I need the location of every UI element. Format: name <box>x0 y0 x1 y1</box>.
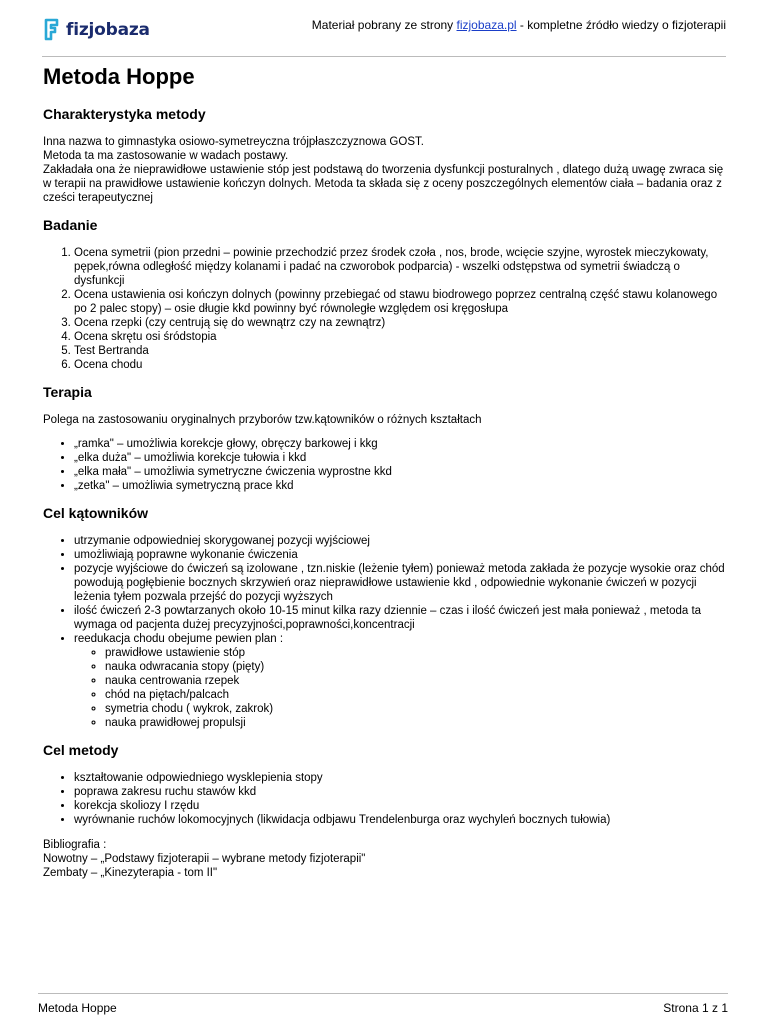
list-item: • korekcja skoliozy I rzędu <box>74 799 728 813</box>
sublist-item: ◦ prawidłowe ustawienie stóp <box>105 646 728 660</box>
terapia-list <box>43 437 728 493</box>
list-item: • umożliwiają poprawne wykonanie ćwiczenia <box>74 548 728 562</box>
page-header <box>42 12 726 57</box>
text-line: Metoda ta ma zastosowanie w wadach postawy. <box>43 150 289 162</box>
list-item: • „ramka" – umożliwia korekcje głowy, obręczy barkowej i kkg <box>74 437 728 451</box>
list-item: • ilość ćwiczeń 2-3 powtarzanych około 10-15 minut kilka razy dziennie – czas i ilość ćwiczeń jest mała ponieważ , metoda ta wymaga od pacjenta dużej precyzyjności,poprawności,koncentracji <box>74 604 728 632</box>
page-number: Strona 1 z 1 <box>663 1001 728 1015</box>
footer-title: Metoda Hoppe <box>38 1001 117 1015</box>
charakterystyka-text <box>43 135 728 205</box>
list-item: • pozycje wyjściowe do ćwiczeń są izolowane , tzn.niskie (leżenie tyłem) ponieważ metoda zakłada że pozycje wysokie oraz chód powodują pogłębienie bocznych skrzywień oraz nieprawidłowe ustawienie kkd , odpowiednie wykonanie ćwiczeń w pozycji leżenia tyłem pozwala przejść do pozycji wyższych <box>74 562 728 604</box>
fizjobaza-logo-icon <box>42 17 62 43</box>
fizjobaza-logo[interactable] <box>42 17 150 43</box>
list-item: 4. Ocena skrętu osi śródstopia <box>74 330 728 344</box>
cel-metody-list <box>43 771 728 827</box>
list-item: • kształtowanie odpowiedniego wysklepienia stopy <box>74 771 728 785</box>
document-body <box>43 62 728 880</box>
source-note <box>312 18 726 32</box>
source-note-prefix: Materiał pobrany ze strony <box>311 18 457 32</box>
list-item: • poprawa zakresu ruchu stawów kkd <box>74 785 728 799</box>
list-item: 1. Ocena symetrii (pion przedni – powinie przechodzić przez środek czoła , nos, brode, wcięcie szyjne, wyrostek mieczykowaty, pępek,równa odległość między kolanami i padać na czworobok podparcia) - wszelki odstępstwa od symetrii świadczą o dysfunkcji <box>74 246 728 288</box>
bibliografia-line: Bibliografia : <box>43 839 107 851</box>
cel-katownikow-list <box>43 534 728 730</box>
source-note-suffix: - kompletne źródło wiedzy o fizjoterapii <box>516 18 726 32</box>
text-line: Inna nazwa to gimnastyka osiowo-symetreyczna trójpłaszczyznowa GOST. <box>43 136 424 148</box>
list-item-text: reedukacja chodu obejume pewien plan : <box>74 633 284 645</box>
sublist-item: ◦ nauka prawidłowej propulsji <box>105 716 728 730</box>
list-item: 3. Ocena rzepki (czy centrują się do wewnątrz czy na zewnątrz) <box>74 316 728 330</box>
list-item: • wyrównanie ruchów lokomocyjnych (likwidacja odbjawu Trendelenburga oraz wychyleń bocznych tułowia) <box>74 813 728 827</box>
sublist-item: ◦ chód na piętach/palcach <box>105 688 728 702</box>
list-item: • „elka mała" – umożliwia symetryczne ćwiczenia wyprostne kkd <box>74 465 728 479</box>
heading-terapia: Terapia <box>43 384 92 400</box>
source-link[interactable]: fizjobaza.pl <box>456 18 517 32</box>
list-item: 5. Test Bertranda <box>74 344 728 358</box>
heading-cel-metody: Cel metody <box>43 742 119 758</box>
terapia-intro: Polega na zastosowaniu oryginalnych przyborów tzw.kątowników o różnych kształtach <box>43 414 482 426</box>
sublist-item: ◦ nauka centrowania rzepek <box>105 674 728 688</box>
page-title: Metoda Hoppe <box>43 64 195 89</box>
chod-plan-sublist <box>74 646 728 730</box>
logo-text: fizjobaza <box>66 20 150 40</box>
heading-charakterystyka: Charakterystyka metody <box>43 106 206 122</box>
bibliografia <box>43 838 728 880</box>
sublist-item: ◦ nauka odwracania stopy (pięty) <box>105 660 728 674</box>
heading-cel-katownikow: Cel kątowników <box>43 505 149 521</box>
list-item: • „zetka" – umożliwia symetryczną prace kkd <box>74 479 728 493</box>
list-item: 6. Ocena chodu <box>74 358 728 372</box>
text-line: Zakładała ona że nieprawidłowe ustawienie stóp jest podstawą do tworzenia dysfunkcji posturalnych , dlatego dużą uwagę zwraca się w terapii na prawidłowe ustawienie kończyn dolnych. Metoda ta składa się z oceny poszczególnych elementów ciała – badania oraz z cześci terapeutycznej <box>43 164 724 204</box>
bibliografia-line: Nowotny – „Podstawy fizjoterapii – wybrane metody fizjoterapii" <box>43 853 366 865</box>
page-footer <box>38 993 728 1022</box>
bibliografia-line: Zembaty – „Kinezyterapia - tom II" <box>43 867 218 879</box>
heading-badanie: Badanie <box>43 217 98 233</box>
sublist-item: ◦ symetria chodu ( wykrok, zakrok) <box>105 702 728 716</box>
badanie-list <box>43 246 728 372</box>
list-item <box>74 632 728 730</box>
list-item: • „elka duża" – umożliwia korekcje tułowia i kkd <box>74 451 728 465</box>
list-item: 2. Ocena ustawienia osi kończyn dolnych (powinny przebiegać od stawu biodrowego poprzez centralną część stawu kolanowego po 2 palec stopy) – osie długie kkd powinny być równoległe względem osi kręgosłupa <box>74 288 728 316</box>
list-item: • utrzymanie odpowiedniej skorygowanej pozycji wyjściowej <box>74 534 728 548</box>
